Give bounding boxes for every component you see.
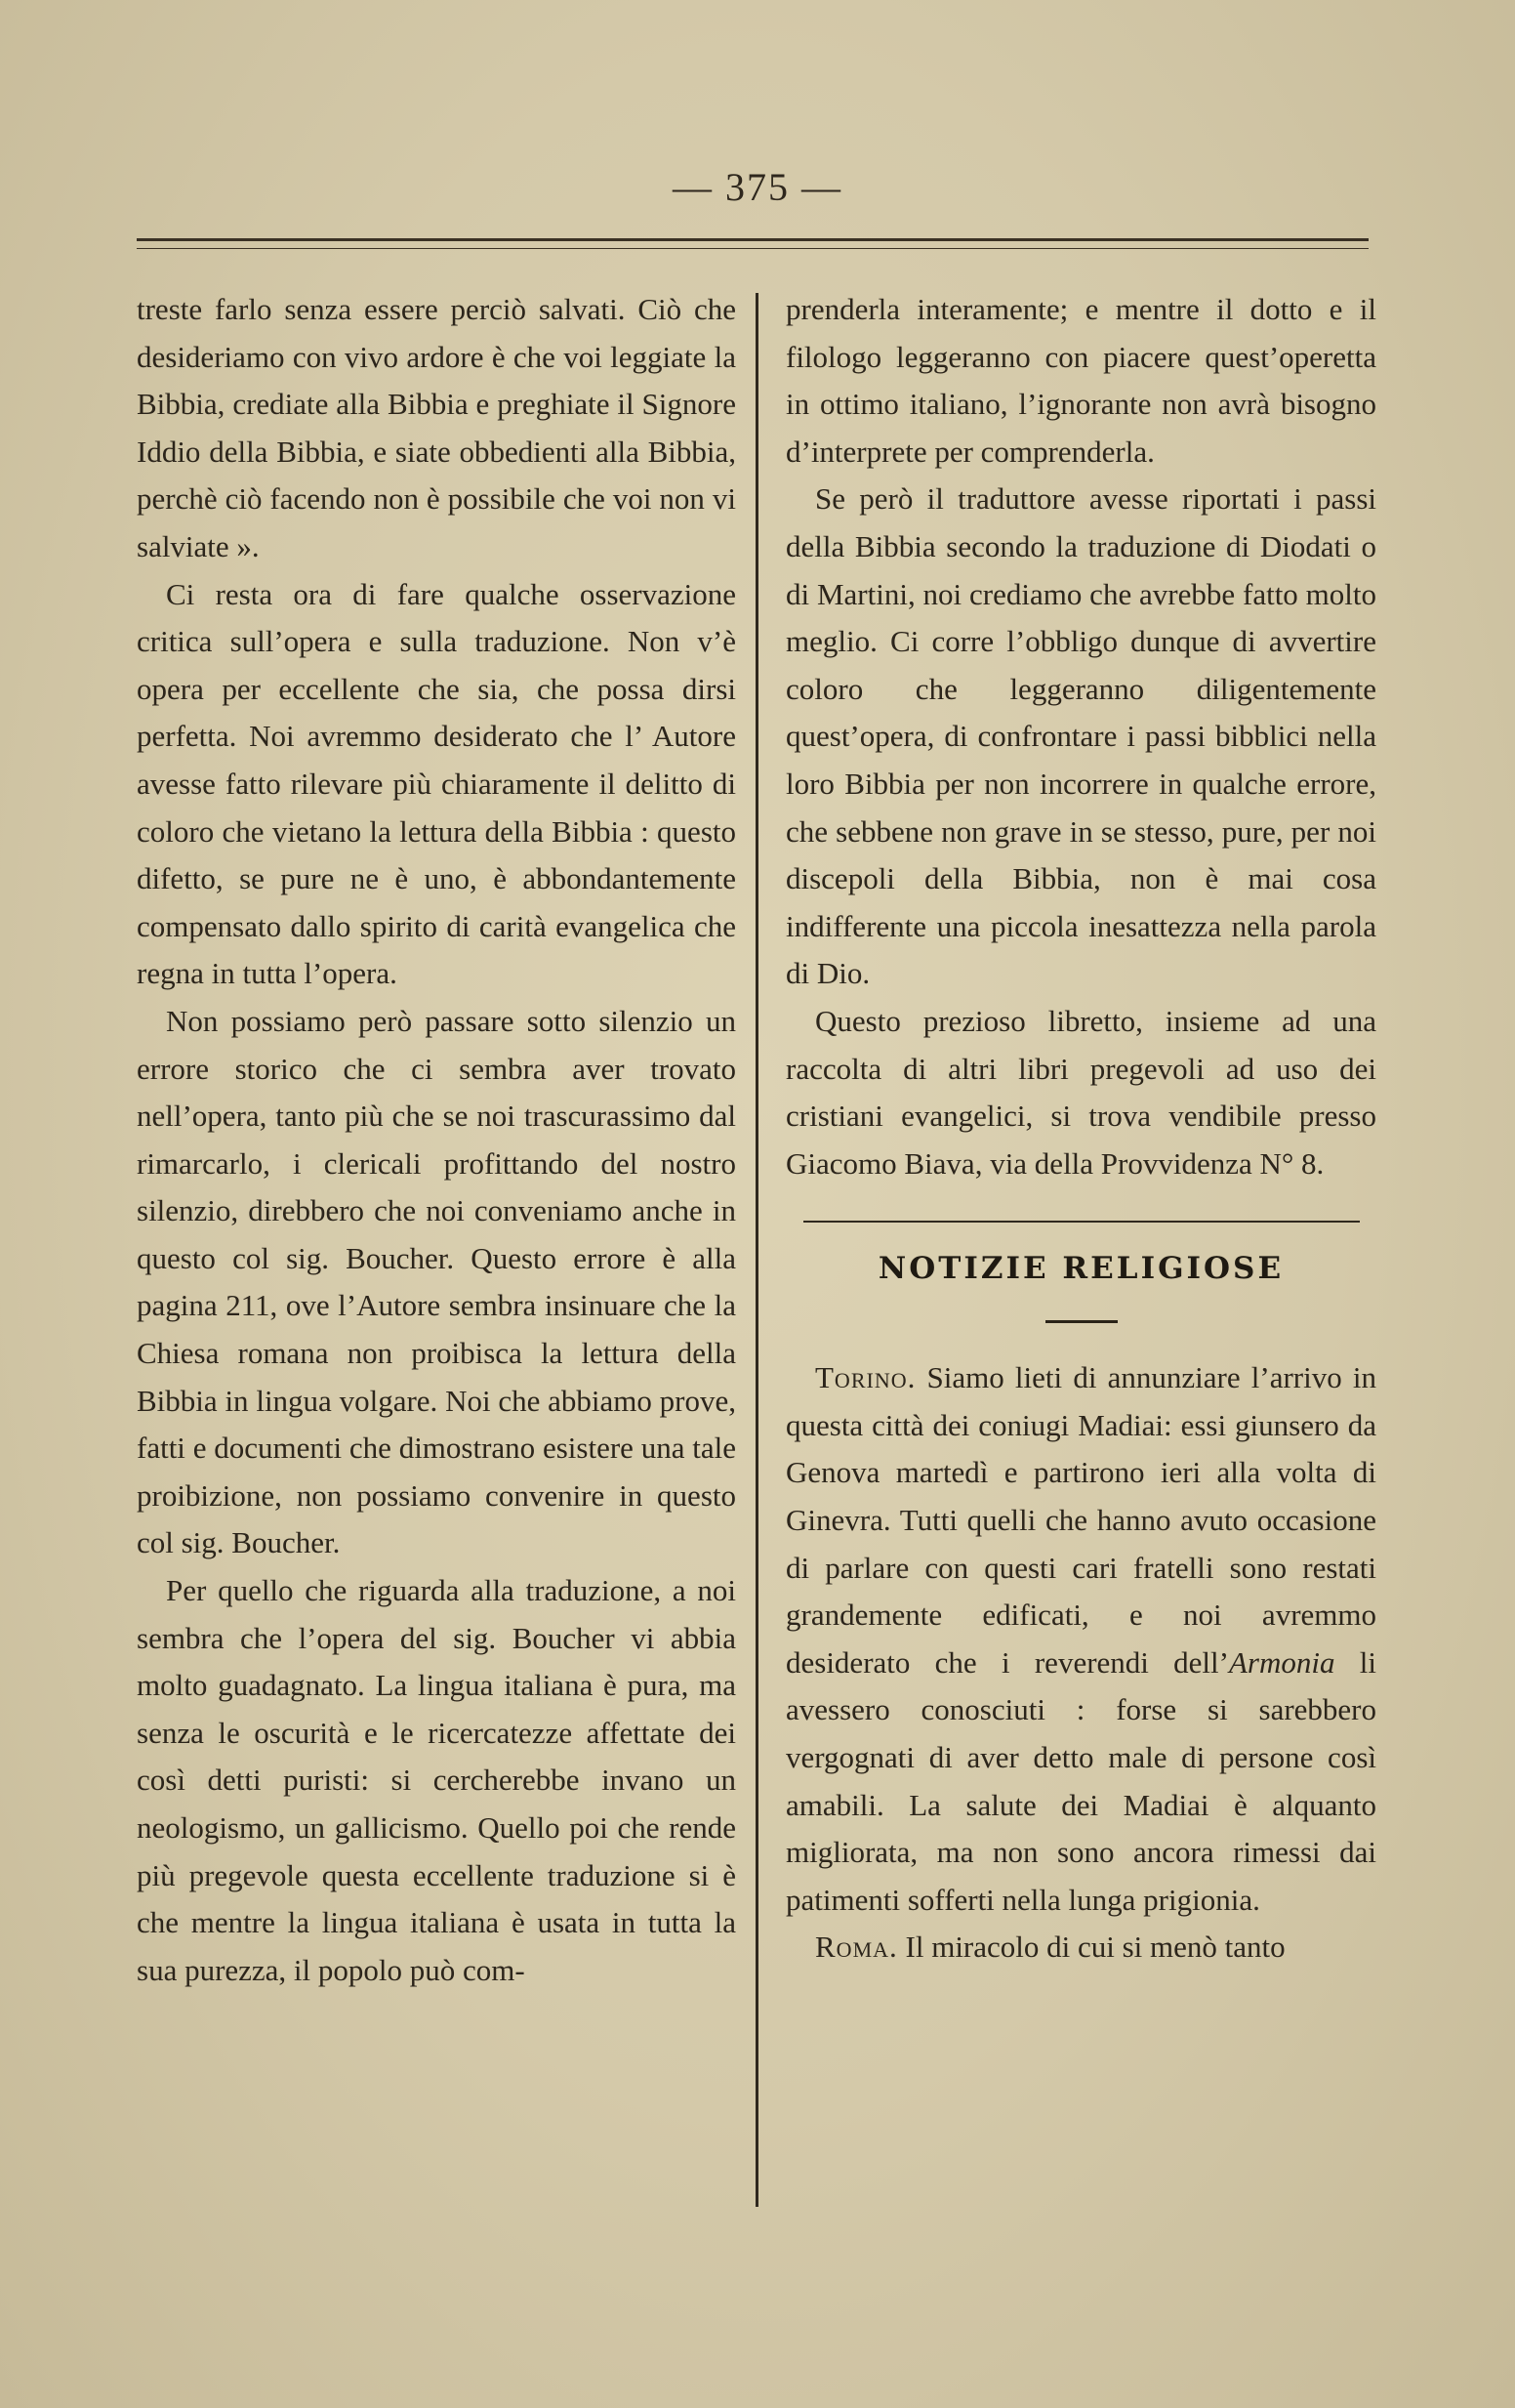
paragraph: Se però il traduttore avesse riportati i passi della Bibbia secondo la traduzione di Diodati o di Martini, noi crediamo che avrebbe fatto molto meglio. Ci corre l’obbligo dunque di avvertire coloro che leggeranno diligentemente quest’opera, di confrontare i passi bibblici nella loro Bibbia per non incorrere in qualche errore, che sebbene non grave in se stesso, pure, per noi discepoli della Bibbia, non è mai cosa indifferente una piccola inesattezza nella parola di Dio. bbox=[786, 481, 1376, 991]
column-divider bbox=[756, 293, 758, 2207]
paragraph: Non possiamo però passare sotto silenzio un errore storico che ci sembra aver trovato nell’opera, tanto più che se noi trascurassimo dal rimarcarlo, i clericali profittando del nostro silenzio, direbbero che noi conveniamo anche in questo col sig. Boucher. Questo errore è alla pagina 211, ove l’Autore sembra insinuare che la Chiesa romana non proibisca la lettura della Bibbia in lingua volgare. Noi che abbiamo prove, fatti e documenti che dimostrano esistere una tale proibizione, non possiamo convenire in questo col sig. Boucher. bbox=[137, 1003, 736, 1560]
page-number: — 375 — bbox=[673, 165, 842, 209]
paragraph: Per quello che riguarda alla traduzione, a noi sembra che l’opera del sig. Boucher vi abbia molto guadagnato. La lingua italiana è pura, ma senza le oscurità e le ricercatezze affettate dei così detti puristi: si cercherebbe invano un neologismo, un gallicismo. Quello poi che rende più pregevole questa eccellente traduzione si è che mentre la lingua italiana è usata in tutta la sua purezza, il popolo può com- bbox=[137, 1573, 736, 1987]
news-item bbox=[786, 1924, 1376, 1972]
left-column bbox=[137, 286, 736, 1994]
section-dash bbox=[1045, 1320, 1118, 1323]
news-text: Il miracolo di cui si menò tanto bbox=[897, 1930, 1286, 1965]
news-place: Torino. bbox=[815, 1360, 917, 1395]
header-rule-thick bbox=[137, 238, 1369, 241]
news-place: Roma. bbox=[815, 1930, 898, 1965]
header-rule-thin bbox=[137, 248, 1369, 249]
right-column bbox=[786, 286, 1376, 1972]
journal-name: Armonia bbox=[1228, 1644, 1335, 1680]
section-title: NOTIZIE RELIGIOSE bbox=[878, 1251, 1285, 1287]
news-text-continued: li avessero conosciuti : forse si sarebbero vergognati di aver detto male di persone così amabili. La salute dei Madiai è alquanto migliorata, ma non sono ancora rimessi dai patimenti sofferti nella lunga prigionia. bbox=[786, 1644, 1376, 1917]
paragraph: Ci resta ora di fare qualche osservazione critica sull’opera e sulla traduzione. Non v’è opera per eccellente che sia, che possa dirsi perfetta. Noi avremmo desiderato che l’ Autore avesse fatto rilevare più chiaramente il delitto di coloro che vietano la lettura della Bibbia : questo difetto, se pure ne è uno, è abbondantemente compensato dallo spirito di carità evangelica che regna in tutta l’opera. bbox=[137, 576, 736, 991]
paragraph: treste farlo senza essere perciò salvati. Ciò che desideriamo con vivo ardore è che voi leggiate la Bibbia, crediate alla Bibbia e preghiate il Signore Iddio della Bibbia, e siate obbedienti alla Bibbia, perchè ciò facendo non è possibile che voi non vi salviate ». bbox=[137, 292, 736, 563]
paragraph: Questo prezioso libretto, insieme ad una raccolta di altri libri pregevoli ad uso dei cristiani evangelici, si trova vendibile presso Giacomo Biava, via della Provvidenza N° 8. bbox=[786, 1003, 1376, 1181]
section-rule bbox=[803, 1221, 1360, 1223]
news-item bbox=[786, 1354, 1376, 1924]
news-text: Siamo lieti di annunziare l’arrivo in questa città dei coniugi Madiai: essi giunsero da Genova martedì e partirono ieri alla volta di Ginevra. Tutti quelli che hanno avuto occasione di parlare con questi cari fratelli sono restati grandemente edificati, e noi avremmo desiderato che i reverendi dell’ bbox=[786, 1360, 1376, 1680]
paragraph: prenderla interamente; e mentre il dotto e il filologo leggeranno con piacere quest’operetta in ottimo italiano, l’ignorante non avrà bisogno d’interprete per comprenderla. bbox=[786, 292, 1376, 469]
